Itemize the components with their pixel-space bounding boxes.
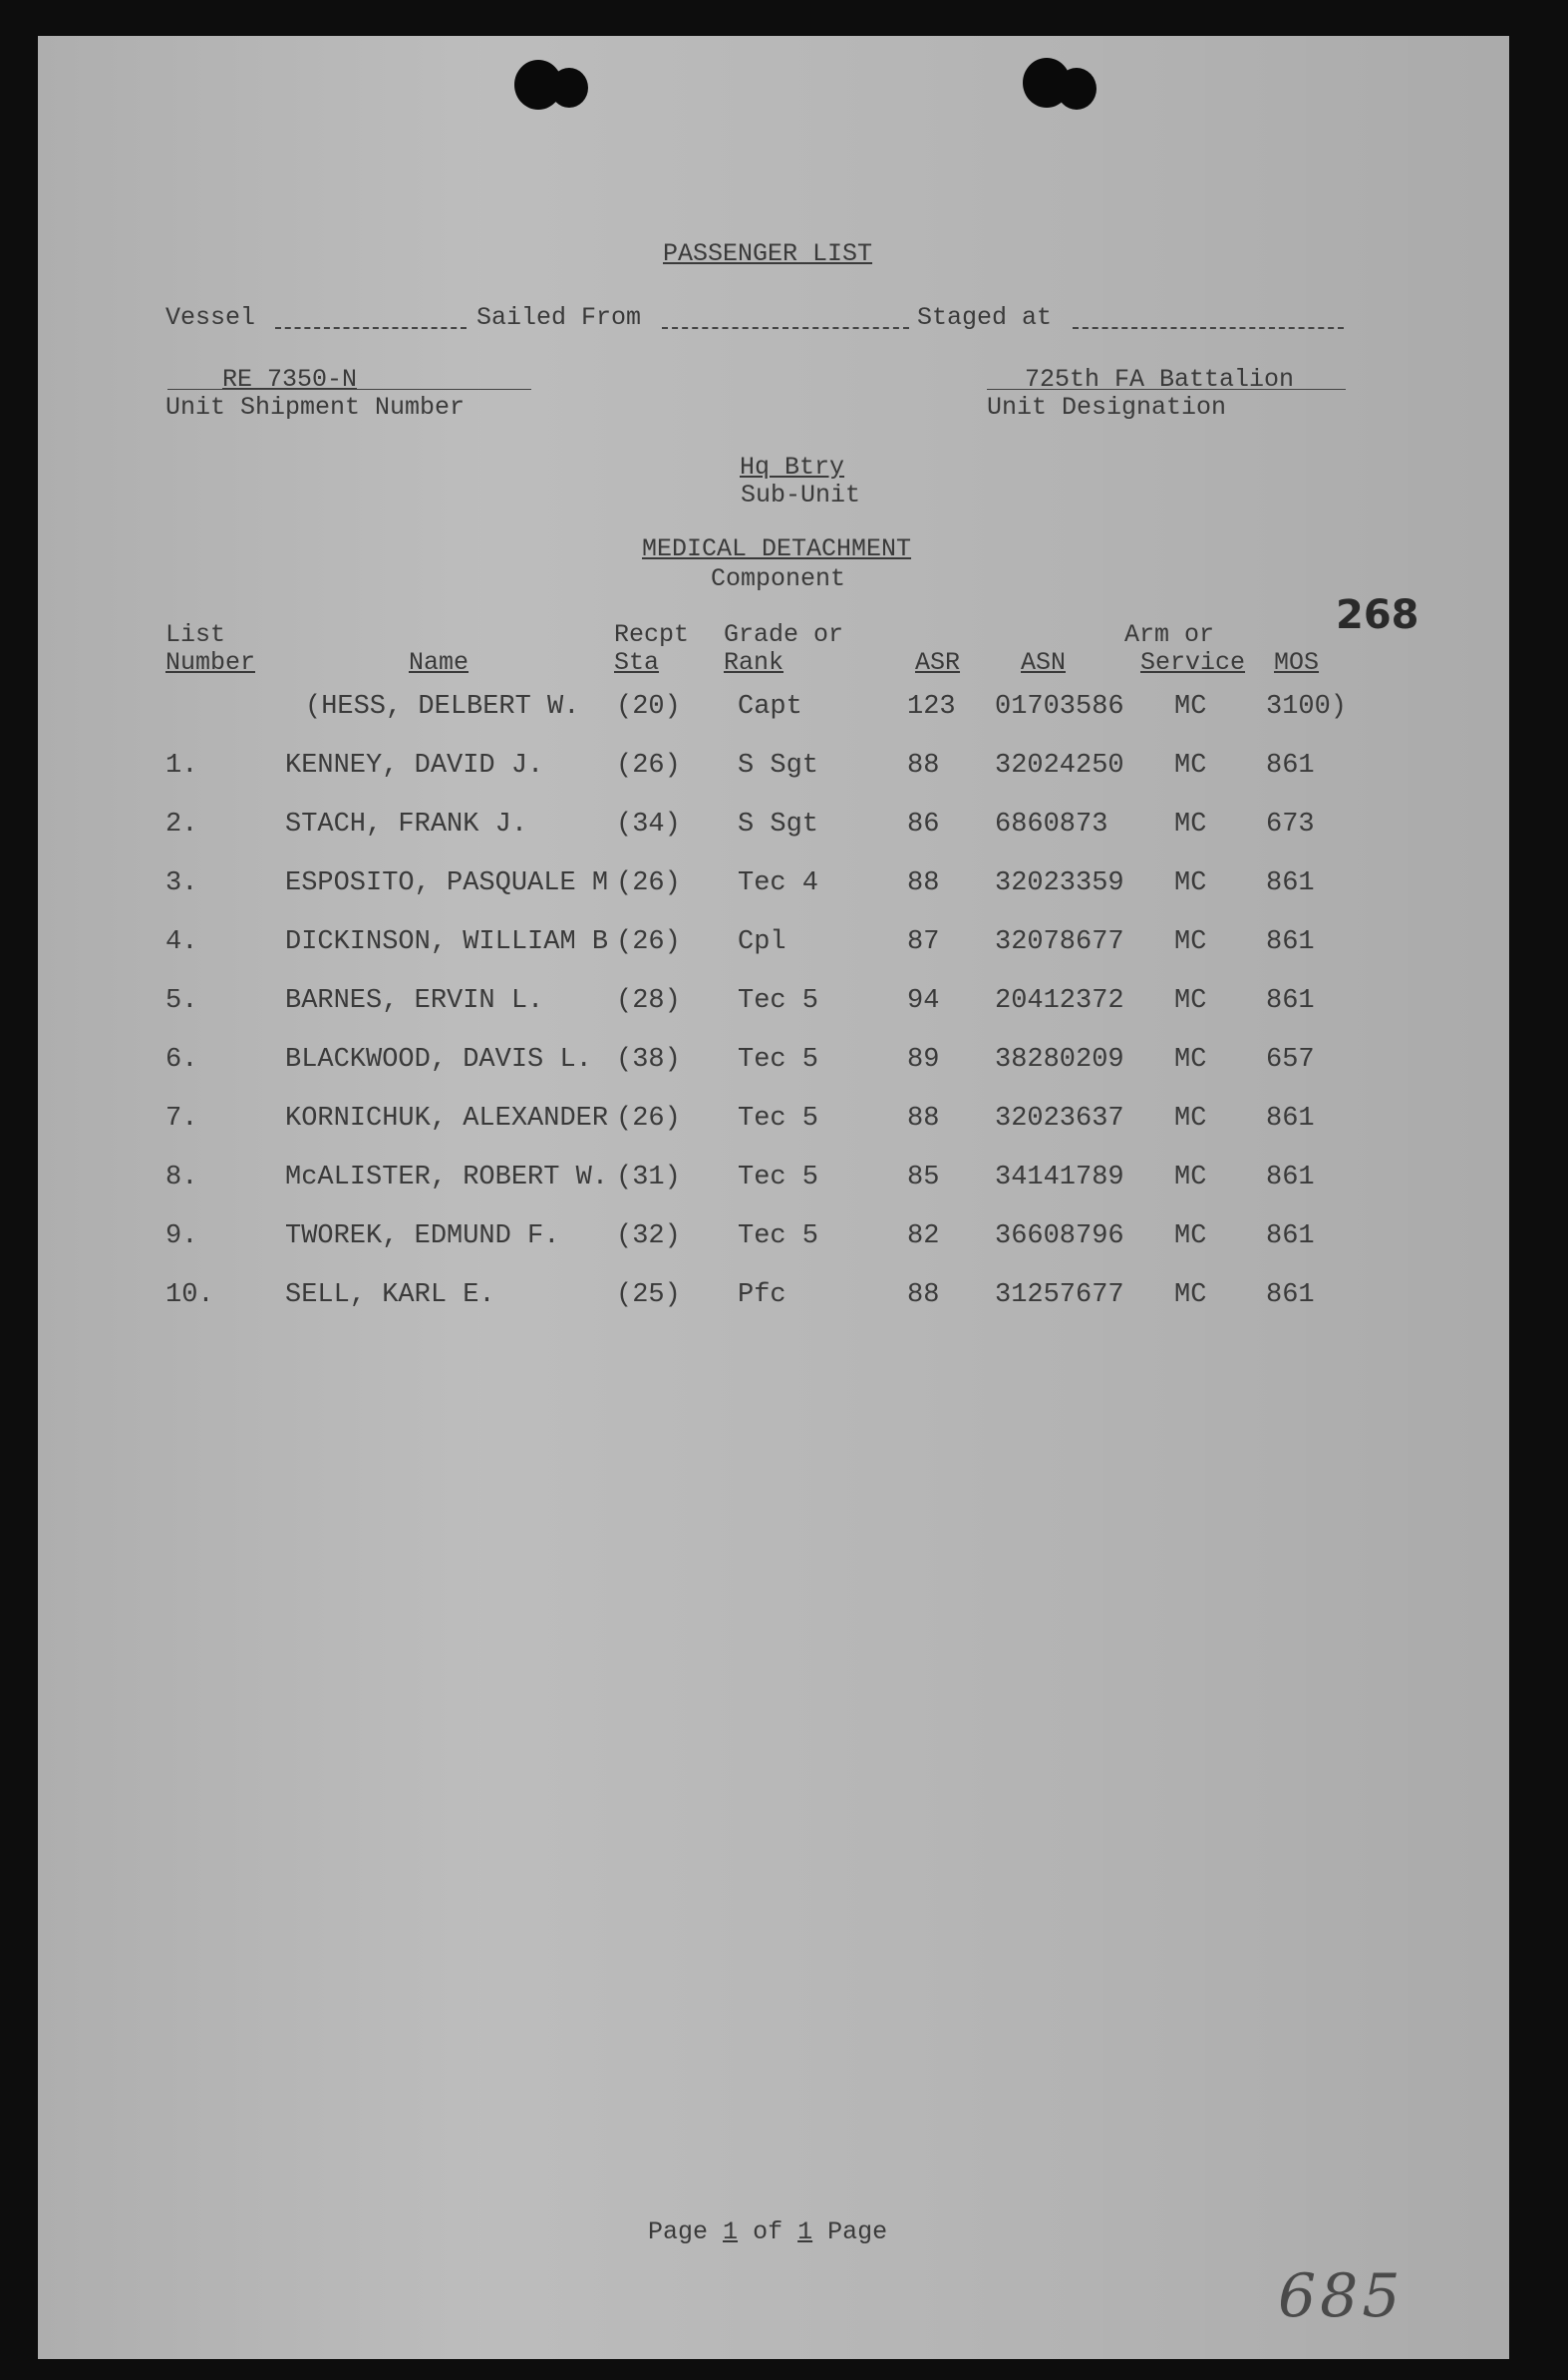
unit-designation-line: [987, 389, 1346, 390]
row-grade: Capt: [738, 692, 802, 722]
row-list-number: 2.: [165, 810, 198, 840]
header-rank: Rank: [724, 648, 784, 677]
row-asn: 36608796: [995, 1221, 1124, 1251]
row-grade: Tec 4: [738, 868, 819, 898]
row-mos: 861: [1266, 868, 1315, 898]
header-list: List: [165, 620, 226, 649]
footer-page-total: 1: [797, 2217, 813, 2246]
footer-of-word: of: [753, 2217, 784, 2246]
unit-shipment-label: Unit Shipment Number: [165, 393, 466, 422]
row-asr: 86: [907, 810, 940, 840]
row-asr: 88: [907, 1280, 940, 1310]
row-service: MC: [1174, 927, 1207, 957]
row-recpt-sta: (26): [616, 868, 681, 898]
vessel-label: Vessel: [165, 303, 256, 332]
row-asr: 123: [907, 692, 956, 722]
header-name: Name: [409, 648, 470, 677]
row-name: STACH, FRANK J.: [285, 810, 528, 840]
unit-designation-label: Unit Designation: [987, 393, 1227, 422]
row-name: KENNEY, DAVID J.: [285, 751, 544, 781]
row-mos: 861: [1266, 751, 1315, 781]
row-name: BLACKWOOD, DAVIS L.: [285, 1045, 592, 1075]
row-recpt-sta: (20): [616, 692, 681, 722]
footer-page-num: 1: [723, 2217, 739, 2246]
row-recpt-sta: (34): [616, 810, 681, 840]
page-title: PASSENGER LIST: [663, 239, 873, 268]
unit-shipment-line: [167, 389, 531, 390]
row-list-number: 8.: [165, 1163, 198, 1192]
punch-hole: [550, 68, 588, 108]
component-label: Component: [711, 564, 846, 593]
row-grade: S Sgt: [738, 810, 819, 840]
header-service: Service: [1140, 648, 1246, 677]
row-service: MC: [1174, 1045, 1207, 1075]
handwritten-number: 685: [1278, 2261, 1405, 2331]
row-recpt-sta: (38): [616, 1045, 681, 1075]
row-asn: 38280209: [995, 1045, 1124, 1075]
row-recpt-sta: (26): [616, 1104, 681, 1134]
row-asn: 32024250: [995, 751, 1124, 781]
component-value: MEDICAL DETACHMENT: [642, 534, 912, 563]
row-asr: 88: [907, 1104, 940, 1134]
row-asn: 32023359: [995, 868, 1124, 898]
row-mos: 861: [1266, 1163, 1315, 1192]
sub-unit-label: Sub-Unit: [741, 481, 861, 510]
footer-page-word: Page: [648, 2217, 709, 2246]
row-asn: 6860873: [995, 810, 1108, 840]
page-footer: [648, 2217, 887, 2247]
row-grade: Tec 5: [738, 986, 819, 1016]
row-name: (HESS, DELBERT W.: [305, 692, 580, 722]
header-arm: Arm or: [1124, 620, 1215, 649]
row-asr: 87: [907, 927, 940, 957]
row-asr: 89: [907, 1045, 940, 1075]
row-mos: 3100): [1266, 692, 1348, 722]
row-name: BARNES, ERVIN L.: [285, 986, 544, 1016]
row-list-number: 1.: [165, 751, 198, 781]
row-list-number: 9.: [165, 1221, 198, 1251]
row-recpt-sta: (32): [616, 1221, 681, 1251]
row-name: ESPOSITO, PASQUALE M: [285, 868, 609, 898]
row-grade: Cpl: [738, 927, 786, 957]
row-mos: 673: [1266, 810, 1315, 840]
row-grade: Pfc: [738, 1280, 786, 1310]
vessel-blank: [275, 327, 467, 329]
header-mos: MOS: [1274, 648, 1320, 677]
staged-at-label: Staged at: [917, 303, 1053, 332]
row-recpt-sta: (25): [616, 1280, 681, 1310]
row-name: SELL, KARL E.: [285, 1280, 495, 1310]
row-mos: 861: [1266, 1221, 1315, 1251]
row-list-number: 6.: [165, 1045, 198, 1075]
row-asr: 88: [907, 751, 940, 781]
row-grade: Tec 5: [738, 1104, 819, 1134]
unit-shipment-number: RE 7350-N: [222, 365, 358, 394]
footer-page-word2: Page: [827, 2217, 888, 2246]
row-service: MC: [1174, 986, 1207, 1016]
row-asn: 32023637: [995, 1104, 1124, 1134]
row-service: MC: [1174, 868, 1207, 898]
row-asr: 82: [907, 1221, 940, 1251]
row-asr: 88: [907, 868, 940, 898]
sailed-from-label: Sailed From: [476, 303, 642, 332]
header-recpt: Recpt: [614, 620, 690, 649]
row-service: MC: [1174, 810, 1207, 840]
row-list-number: 4.: [165, 927, 198, 957]
document-page: [38, 36, 1509, 2359]
sailed-from-blank: [662, 327, 909, 329]
row-asn: 32078677: [995, 927, 1124, 957]
row-grade: Tec 5: [738, 1221, 819, 1251]
row-service: MC: [1174, 1280, 1207, 1310]
row-mos: 861: [1266, 927, 1315, 957]
unit-designation: 725th FA Battalion: [1025, 365, 1295, 394]
row-name: KORNICHUK, ALEXANDER: [285, 1104, 609, 1134]
row-list-number: 7.: [165, 1104, 198, 1134]
row-name: TWOREK, EDMUND F.: [285, 1221, 560, 1251]
row-name: DICKINSON, WILLIAM B: [285, 927, 609, 957]
sub-unit-value: Hq Btry: [740, 453, 845, 482]
row-recpt-sta: (31): [616, 1163, 681, 1192]
row-recpt-sta: (26): [616, 927, 681, 957]
row-service: MC: [1174, 1104, 1207, 1134]
row-asn: 01703586: [995, 692, 1124, 722]
row-name: McALISTER, ROBERT W.: [285, 1163, 609, 1192]
row-list-number: 3.: [165, 868, 198, 898]
row-grade: S Sgt: [738, 751, 819, 781]
row-asr: 85: [907, 1163, 940, 1192]
row-list-number: 5.: [165, 986, 198, 1016]
row-asn: 20412372: [995, 986, 1124, 1016]
row-mos: 861: [1266, 1280, 1315, 1310]
row-asr: 94: [907, 986, 940, 1016]
row-grade: Tec 5: [738, 1045, 819, 1075]
row-grade: Tec 5: [738, 1163, 819, 1192]
row-service: MC: [1174, 751, 1207, 781]
punch-hole: [1057, 68, 1097, 110]
row-mos: 657: [1266, 1045, 1315, 1075]
row-service: MC: [1174, 1163, 1207, 1192]
header-asr: ASR: [915, 648, 961, 677]
row-service: MC: [1174, 692, 1207, 722]
row-recpt-sta: (28): [616, 986, 681, 1016]
row-mos: 861: [1266, 986, 1315, 1016]
header-asn: ASN: [1021, 648, 1067, 677]
stamp-number: 268: [1336, 592, 1419, 638]
row-asn: 34141789: [995, 1163, 1124, 1192]
row-recpt-sta: (26): [616, 751, 681, 781]
row-service: MC: [1174, 1221, 1207, 1251]
row-mos: 861: [1266, 1104, 1315, 1134]
staged-at-blank: [1073, 327, 1344, 329]
row-list-number: 10.: [165, 1280, 214, 1310]
row-asn: 31257677: [995, 1280, 1124, 1310]
header-grade: Grade or: [724, 620, 844, 649]
header-number: Number: [165, 648, 256, 677]
header-sta: Sta: [614, 648, 660, 677]
